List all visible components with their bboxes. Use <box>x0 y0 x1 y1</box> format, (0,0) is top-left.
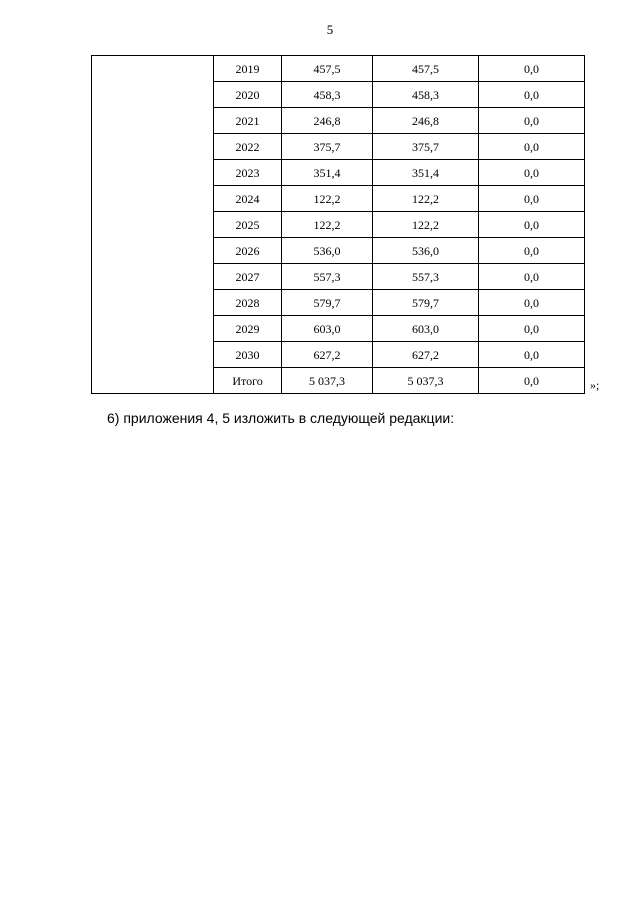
funding-cell: 458,3 <box>373 82 479 108</box>
total-cell: 122,2 <box>282 186 373 212</box>
other-cell: 0,0 <box>479 212 585 238</box>
budget-table-container <box>91 55 585 394</box>
total-cell: 375,7 <box>282 134 373 160</box>
funding-cell: 627,2 <box>373 342 479 368</box>
total-cell: 603,0 <box>282 316 373 342</box>
funding-cell: 375,7 <box>373 134 479 160</box>
total-cell: 122,2 <box>282 212 373 238</box>
total-cell: 627,2 <box>282 342 373 368</box>
funding-cell: 536,0 <box>373 238 479 264</box>
other-cell: 0,0 <box>479 160 585 186</box>
funding-cell: 457,5 <box>373 56 479 82</box>
year-cell: 2019 <box>214 56 282 82</box>
funding-cell: 246,8 <box>373 108 479 134</box>
year-cell: 2022 <box>214 134 282 160</box>
funding-cell: 557,3 <box>373 264 479 290</box>
funding-cell: 5 037,3 <box>373 368 479 394</box>
funding-cell: 122,2 <box>373 186 479 212</box>
year-cell: 2021 <box>214 108 282 134</box>
year-cell: 2026 <box>214 238 282 264</box>
other-cell: 0,0 <box>479 56 585 82</box>
page-number: 5 <box>326 22 334 37</box>
other-cell: 0,0 <box>479 342 585 368</box>
total-cell: 458,3 <box>282 82 373 108</box>
year-cell: 2024 <box>214 186 282 212</box>
amendment-paragraph: 6) приложения 4, 5 изложить в следующей редакции: <box>107 410 455 426</box>
total-cell: 579,7 <box>282 290 373 316</box>
closing-quote: »; <box>590 378 600 392</box>
other-cell: 0,0 <box>479 238 585 264</box>
total-cell: 351,4 <box>282 160 373 186</box>
other-cell: 0,0 <box>479 290 585 316</box>
year-cell: 2023 <box>214 160 282 186</box>
total-cell: 5 037,3 <box>282 368 373 394</box>
other-cell: 0,0 <box>479 316 585 342</box>
year-cell: 2029 <box>214 316 282 342</box>
table-row <box>92 56 585 82</box>
total-cell: 457,5 <box>282 56 373 82</box>
other-cell: 0,0 <box>479 186 585 212</box>
total-label-cell: Итого <box>214 368 282 394</box>
year-cell: 2030 <box>214 342 282 368</box>
budget-table-body <box>92 56 585 394</box>
merged-label-cell <box>92 56 214 394</box>
funding-cell: 122,2 <box>373 212 479 238</box>
other-cell: 0,0 <box>479 134 585 160</box>
budget-table <box>91 55 585 394</box>
funding-cell: 603,0 <box>373 316 479 342</box>
year-cell: 2025 <box>214 212 282 238</box>
other-cell: 0,0 <box>479 108 585 134</box>
total-cell: 536,0 <box>282 238 373 264</box>
other-cell: 0,0 <box>479 82 585 108</box>
total-cell: 246,8 <box>282 108 373 134</box>
other-cell: 0,0 <box>479 368 585 394</box>
year-cell: 2027 <box>214 264 282 290</box>
funding-cell: 579,7 <box>373 290 479 316</box>
year-cell: 2028 <box>214 290 282 316</box>
funding-cell: 351,4 <box>373 160 479 186</box>
year-cell: 2020 <box>214 82 282 108</box>
other-cell: 0,0 <box>479 264 585 290</box>
total-cell: 557,3 <box>282 264 373 290</box>
